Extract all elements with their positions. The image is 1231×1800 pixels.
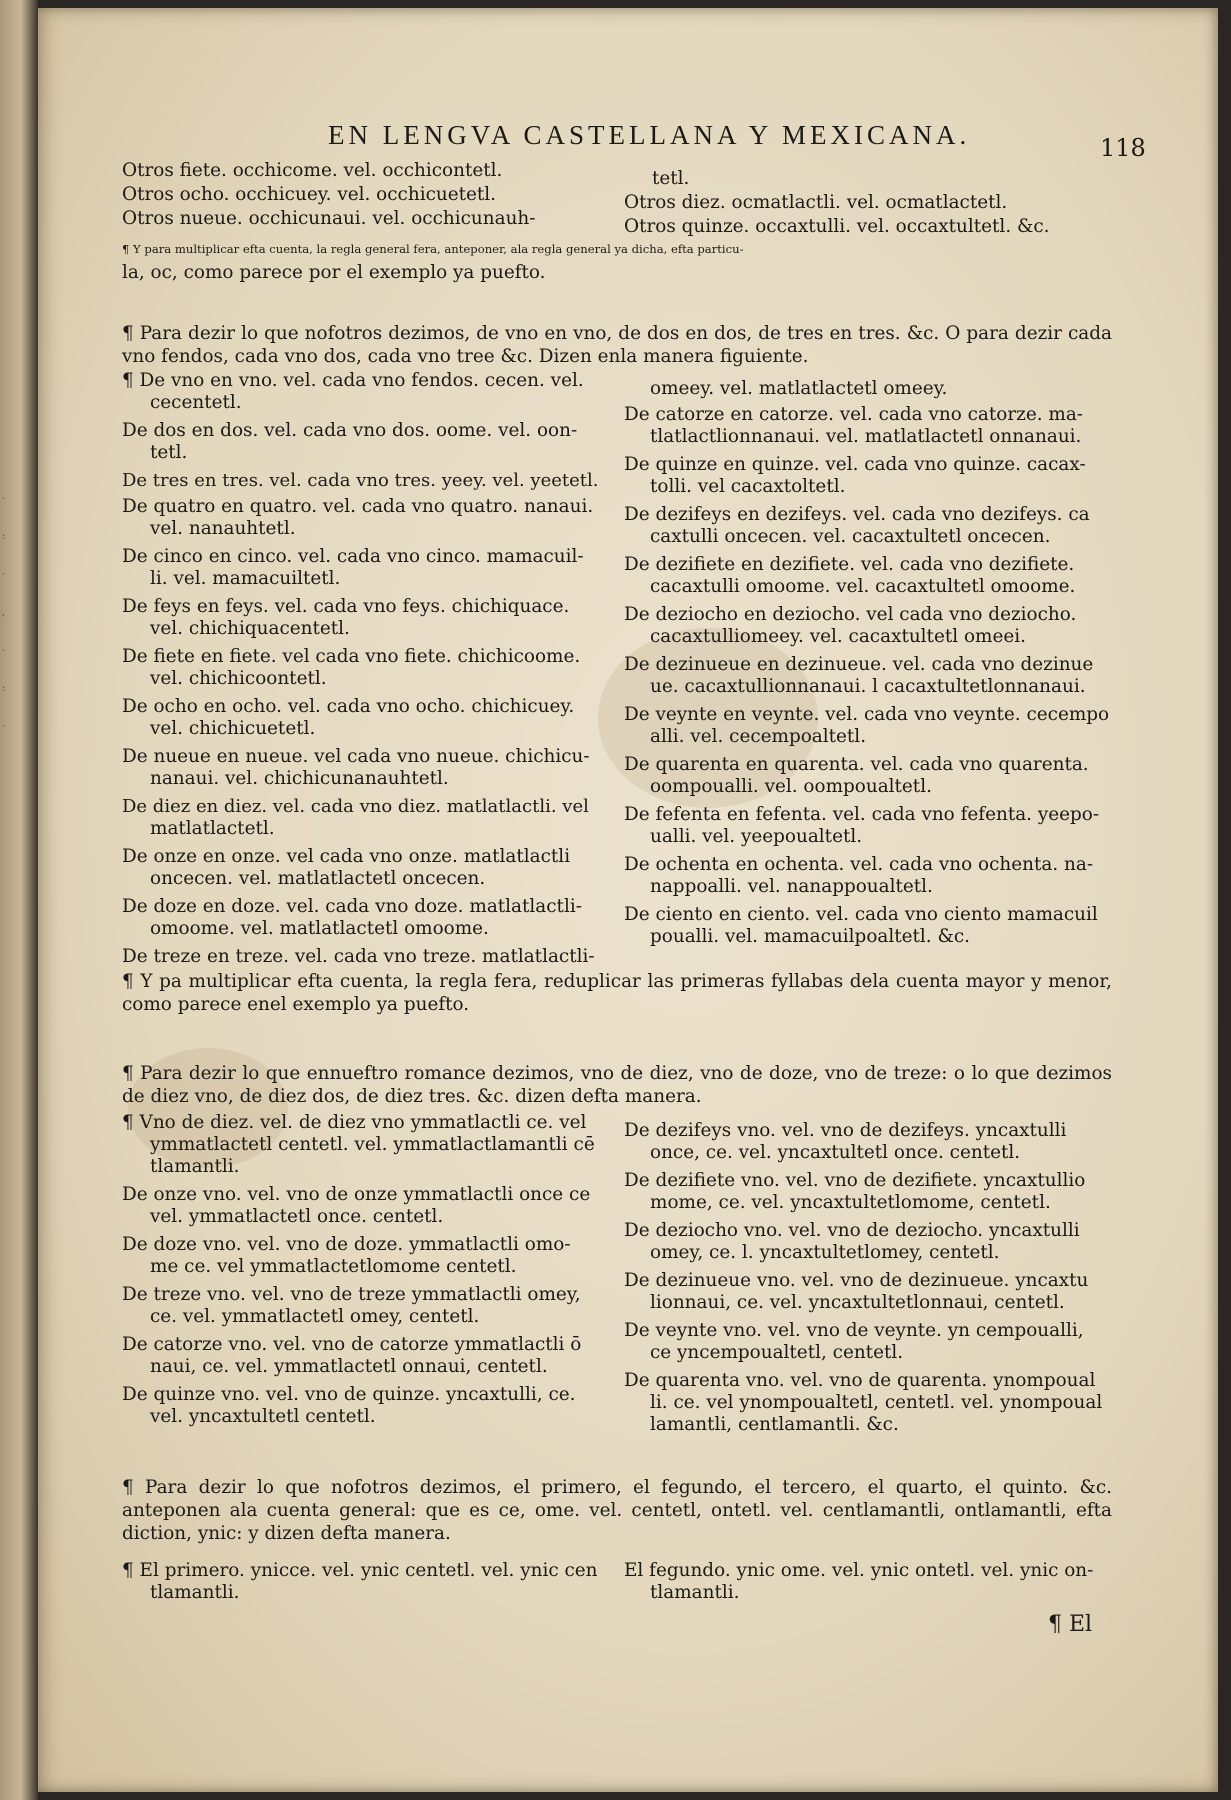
text-line: cacaxtulli omoome. vel. cacaxtultetl omoome. bbox=[650, 576, 1076, 597]
text-line: oncecen. vel. matlatlactetl oncecen. bbox=[150, 868, 486, 889]
text-line: me ce. vel ymmatlactetlomome centetl. bbox=[150, 1256, 517, 1277]
catchword: ¶ El bbox=[1048, 1612, 1093, 1637]
section-intro: ¶ Para dezir lo que nofotros dezimos, de vno en vno, de dos en dos, de tres en tres. &c. O para dezir cada vno fendos, cada vno dos, cada vno tree &c. Dizen enla manera figuiente. bbox=[122, 323, 1112, 367]
folio-number: 118 bbox=[1100, 134, 1146, 162]
rule-line: la, oc, como parece por el exemplo ya puefto. bbox=[122, 262, 546, 283]
text-line: cacaxtulliomeey. vel. cacaxtultetl omeei. bbox=[650, 626, 1026, 647]
section-intro: ¶ Para dezir lo que nofotros dezimos, el primero, el fegundo, el tercero, el quarto, el quinto. &c. anteponen ala cuenta general: que es ce, ome. vel. centetl, ontetl. vel. centlamantli, ontlamantli, efta diction, ynic: y dizen defta manera. bbox=[122, 1477, 1112, 1544]
text-line: Otros diez. ocmatlactli. vel. ocmatlactetl. bbox=[624, 192, 1008, 213]
text-line: De catorze vno. vel. vno de catorze ymmatlactli ō bbox=[122, 1334, 582, 1355]
text-line: De dezifiete vno. vel. vno de dezifiete. yncaxtullio bbox=[624, 1170, 1086, 1191]
text-line: De veynte vno. vel. vno de veynte. yn cempoualli, bbox=[624, 1320, 1084, 1341]
text-line: ue. cacaxtullionnanaui. l cacaxtultetlonnanaui. bbox=[650, 676, 1086, 697]
text-line: li. ce. vel ynompoualtetl, centetl. vel. ynompoual bbox=[650, 1392, 1103, 1413]
text-line: tlamantli. bbox=[650, 1582, 740, 1603]
text-line: once, ce. vel. yncaxtultetl once. centetl. bbox=[650, 1142, 1021, 1163]
text-line: lionnaui, ce. vel. yncaxtultetlonnaui, centetl. bbox=[650, 1292, 1065, 1313]
text-line: ualli. vel. yeepoualtetl. bbox=[650, 826, 863, 847]
text-line: De deziocho en deziocho. vel cada vno deziocho. bbox=[624, 604, 1077, 625]
text-line: tetl. bbox=[150, 442, 188, 463]
text-line: De quatro en quatro. vel. cada vno quatro. nanaui. bbox=[122, 496, 594, 517]
text-line: omeey. vel. matlatlactetl omeey. bbox=[650, 378, 948, 399]
text-line: tolli. vel cacaxtoltetl. bbox=[650, 476, 846, 497]
text-line: De quarenta vno. vel. vno de quarenta. ynompoual bbox=[624, 1370, 1096, 1391]
text-line: ¶ Vno de diez. vel. de diez vno ymmatlactli ce. vel bbox=[122, 1112, 587, 1133]
text-line: De fefenta en fefenta. vel. cada vno fefenta. yeepo- bbox=[624, 804, 1100, 825]
text-line: De feys en feys. vel. cada vno feys. chichiquace. bbox=[122, 596, 570, 617]
text-line: omoome. vel. matlatlactetl omoome. bbox=[150, 918, 489, 939]
section-rule: ¶ Y pa multiplicar efta cuenta, la regla fera, reduplicar las primeras fyllabas dela cuenta mayor y menor, como parece enel exemplo ya puefto. bbox=[122, 971, 1112, 1015]
text-line: ymmatlactetl centetl. vel. ymmatlactlamantli cē bbox=[150, 1134, 595, 1155]
text-line: De dezinueue en dezinueue. vel. cada vno dezinue bbox=[624, 654, 1094, 675]
text-line: lamantli, centlamantli. &c. bbox=[650, 1414, 899, 1435]
text-line: tlamantli. bbox=[150, 1156, 240, 1177]
text-line: vel. chichicuetetl. bbox=[150, 718, 316, 739]
text-line: El fegundo. ynic ome. vel. ynic ontetl. vel. ynic on- bbox=[624, 1560, 1094, 1581]
text-line: tlamantli. bbox=[150, 1582, 240, 1603]
text-line: matlatlactetl. bbox=[150, 818, 275, 839]
text-line: ce. vel. ymmatlactetl omey, centetl. bbox=[150, 1306, 480, 1327]
text-line: De ciento en ciento. vel. cada vno ciento mamacuil bbox=[624, 904, 1098, 925]
text-line: vel. chichicoontetl. bbox=[150, 668, 327, 689]
text-line: vel. nanauhtetl. bbox=[150, 518, 296, 539]
text-line: caxtulli oncecen. vel. cacaxtultetl oncecen. bbox=[650, 526, 1051, 547]
text-line: De dezinueue vno. vel. vno de dezinueue. yncaxtu bbox=[624, 1270, 1089, 1291]
text-line: De dezifiete en dezifiete. vel. cada vno dezifiete. bbox=[624, 554, 1075, 575]
section-intro: ¶ Para dezir lo que ennueftro romance dezimos, vno de diez, vno de doze, vno de treze: o lo que dezimos de diez vno, de diez dos, de diez tres. &c. dizen defta manera. bbox=[122, 1063, 1112, 1107]
text-line: mome, ce. vel. yncaxtultetlomome, centetl. bbox=[650, 1192, 1051, 1213]
text-line: ¶ El primero. ynicce. vel. ynic centetl. vel. ynic cen bbox=[122, 1560, 598, 1581]
text-line: ¶ De vno en vno. vel. cada vno fendos. cecen. vel. bbox=[122, 370, 584, 391]
text-line: De veynte en veynte. vel. cada vno veynte. cecempo bbox=[624, 704, 1110, 725]
text-line: tetl. bbox=[652, 168, 690, 189]
running-title: EN LENGVA CASTELLANA Y MEXICANA. bbox=[328, 120, 971, 150]
text-line: naui, ce. vel. ymmatlactetl onnaui, centetl. bbox=[150, 1356, 548, 1377]
text-line: De cinco en cinco. vel. cada vno cinco. mamacuil- bbox=[122, 546, 584, 567]
binding-gutter bbox=[0, 0, 38, 1800]
text-line: De quarenta en quarenta. vel. cada vno quarenta. bbox=[624, 754, 1089, 775]
text-line: Otros fiete. occhicome. vel. occhicontetl. bbox=[122, 160, 503, 181]
rule-line: ¶ Y para multiplicar efta cuenta, la regla general fera, anteponer, ala regla general ya dicha, efta particu- bbox=[122, 242, 744, 256]
text-line: De catorze en catorze. vel. cada vno catorze. ma- bbox=[624, 404, 1084, 425]
text-line: vel. chichiquacentetl. bbox=[150, 618, 350, 639]
text-line: nappoalli. vel. nanappoualtetl. bbox=[650, 876, 933, 897]
text-line: De tres en tres. vel. cada vno tres. yeey. vel. yeetetl. bbox=[122, 470, 599, 491]
text-line: ce yncempoualtetl, centetl. bbox=[650, 1342, 904, 1363]
text-line: De onze vno. vel. vno de onze ymmatlactli once ce bbox=[122, 1184, 591, 1205]
book-page bbox=[38, 8, 1218, 1792]
text-line: De ocho en ocho. vel. cada vno ocho. chichicuey. bbox=[122, 696, 575, 717]
text-line: De dezifeys vno. vel. vno de dezifeys. yncaxtulli bbox=[624, 1120, 1067, 1141]
text-line: De dos en dos. vel. cada vno dos. oome. vel. oon- bbox=[122, 420, 578, 441]
text-line: omey, ce. l. yncaxtultetlomey, centetl. bbox=[650, 1242, 1000, 1263]
text-line: cecentetl. bbox=[150, 392, 242, 413]
text-line: De doze en doze. vel. cada vno doze. matlatlactli- bbox=[122, 896, 582, 917]
text-line: De quinze en quinze. vel. cada vno quinze. cacax- bbox=[624, 454, 1086, 475]
text-line: alli. vel. cecempoaltetl. bbox=[650, 726, 867, 747]
text-line: De deziocho vno. vel. vno de deziocho. yncaxtulli bbox=[624, 1220, 1080, 1241]
text-line: vel. ymmatlactetl once. centetl. bbox=[150, 1206, 444, 1227]
text-line: De diez en diez. vel. cada vno diez. matlatlactli. vel bbox=[122, 796, 589, 817]
text-line: oompoualli. vel. oompoualtetl. bbox=[650, 776, 932, 797]
text-line: vel. yncaxtultetl centetl. bbox=[150, 1406, 376, 1427]
text-line: De treze vno. vel. vno de treze ymmatlactli omey, bbox=[122, 1284, 581, 1305]
text-line: De treze en treze. vel. cada vno treze. matlatlactli- bbox=[122, 946, 595, 967]
text-line: De nueue en nueue. vel cada vno nueue. chichicu- bbox=[122, 746, 590, 767]
text-line: Otros ocho. occhicuey. vel. occhicuetetl. bbox=[122, 184, 496, 205]
text-line: Otros nueue. occhicunaui. vel. occhicunauh- bbox=[122, 208, 536, 229]
text-line: De onze en onze. vel cada vno onze. matlatlactli bbox=[122, 846, 571, 867]
gutter-bleed-marks: · : · , · : · bbox=[2, 494, 6, 732]
text-line: li. vel. mamacuiltetl. bbox=[150, 568, 341, 589]
text-line: nanaui. vel. chichicunanauhtetl. bbox=[150, 768, 449, 789]
text-line: Otros quinze. occaxtulli. vel. occaxtultetl. &c. bbox=[624, 216, 1050, 237]
text-line: De doze vno. vel. vno de doze. ymmatlactli omo- bbox=[122, 1234, 571, 1255]
text-line: De quinze vno. vel. vno de quinze. yncaxtulli, ce. bbox=[122, 1384, 576, 1405]
text-line: tlatlactlionnanaui. vel. matlatlactetl onnanaui. bbox=[650, 426, 1082, 447]
text-line: De dezifeys en dezifeys. vel. cada vno dezifeys. ca bbox=[624, 504, 1090, 525]
text-line: De ochenta en ochenta. vel. cada vno ochenta. na- bbox=[624, 854, 1094, 875]
text-line: poualli. vel. mamacuilpoaltetl. &c. bbox=[650, 926, 970, 947]
text-line: De fiete en fiete. vel cada vno fiete. chichicoome. bbox=[122, 646, 581, 667]
